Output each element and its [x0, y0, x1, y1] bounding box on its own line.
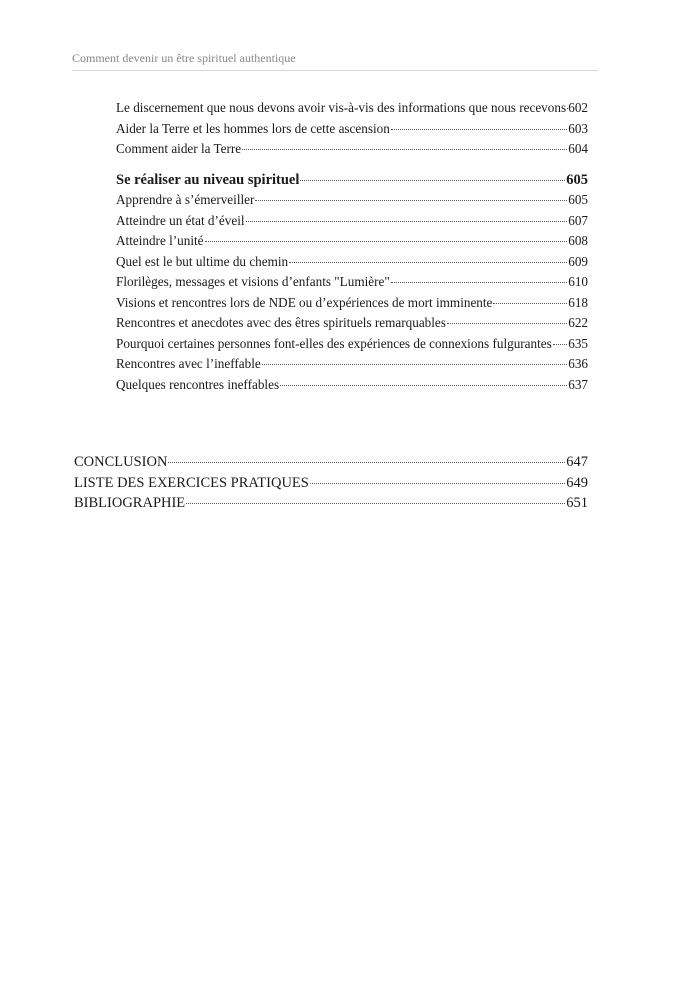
toc-entry-title: Rencontres et anecdotes avec des êtres spirituels remarquables — [116, 315, 446, 330]
toc-entry-page: 618 — [568, 294, 588, 310]
toc-group-1 — [116, 100, 588, 162]
toc-chapter-page: 647 — [566, 454, 588, 470]
toc-entry[interactable] — [116, 315, 588, 336]
toc-entry[interactable] — [116, 233, 588, 254]
toc-chapter-title: LISTE DES EXERCICES PRATIQUES — [74, 474, 309, 491]
toc-chapter[interactable] — [74, 454, 588, 475]
toc-entry-page: 607 — [568, 212, 588, 228]
toc-entry-title: Florilèges, messages et visions d’enfants "Lumière" — [116, 274, 390, 289]
toc-entry[interactable] — [116, 213, 588, 234]
dot-leader — [280, 385, 567, 386]
toc-entry[interactable] — [116, 121, 588, 142]
dot-leader — [493, 303, 567, 304]
toc-entry-title: Comment aider la Terre — [116, 141, 242, 156]
dot-leader — [447, 323, 567, 324]
toc-chapter[interactable] — [74, 475, 588, 496]
toc-entry-title: Apprendre à s’émerveiller — [116, 192, 255, 207]
toc-entry[interactable] — [116, 254, 588, 275]
dot-leader — [262, 364, 567, 365]
toc-entry[interactable] — [116, 295, 588, 316]
toc-entry-title: Atteindre l’unité — [116, 233, 204, 248]
toc-entry-page: 622 — [568, 315, 588, 330]
header-rule — [72, 70, 598, 71]
toc-entry-title: Atteindre un état d’éveil — [116, 212, 245, 228]
toc-section-title: Se réaliser au niveau spirituel — [116, 172, 300, 188]
toc-entry-title: Pourquoi certaines personnes font-elles des expériences de connexions fulgurantes — [116, 335, 552, 351]
dot-leader — [310, 483, 565, 484]
dot-leader — [168, 462, 565, 463]
toc-entry[interactable] — [116, 100, 588, 121]
dot-leader — [391, 129, 567, 130]
toc-entry-page: 609 — [568, 253, 588, 269]
dot-leader — [246, 221, 568, 222]
dot-leader — [205, 241, 568, 242]
toc-entry[interactable] — [116, 336, 588, 357]
toc-chapter-title: CONCLUSION — [74, 454, 168, 470]
toc-entry-title: Quelques rencontres ineffables — [116, 376, 280, 392]
dot-leader — [553, 344, 567, 345]
toc-entry[interactable] — [116, 274, 588, 295]
toc-chapter-title: BIBLIOGRAPHIE — [74, 495, 186, 511]
toc-entry-page: 635 — [568, 335, 588, 351]
toc-chapter-page: 649 — [566, 474, 588, 491]
toc-entry-page: 637 — [568, 376, 588, 392]
toc-entry-title: Le discernement que nous devons avoir vis-à-vis des informations que nous recevons — [116, 100, 567, 115]
toc-group-2 — [116, 192, 588, 397]
toc-entry-page: 604 — [568, 141, 588, 156]
toc-entry-page: 636 — [568, 356, 588, 371]
toc-entry[interactable] — [116, 356, 588, 377]
toc-entry[interactable] — [116, 377, 588, 398]
toc-entry-page: 608 — [568, 233, 588, 248]
toc-entry-title: Rencontres avec l’ineffable — [116, 356, 261, 371]
toc-chapters — [74, 454, 588, 516]
dot-leader — [255, 200, 567, 201]
toc-entry-title: Quel est le but ultime du chemin — [116, 253, 289, 269]
toc-section-entry[interactable] — [116, 172, 588, 193]
toc-entry[interactable] — [116, 192, 588, 213]
dot-leader — [300, 180, 565, 181]
toc-entry-page: 603 — [568, 120, 588, 136]
toc-entry-title: Aider la Terre et les hommes lors de cette ascension — [116, 120, 390, 136]
toc-section — [116, 172, 588, 193]
toc-entry-title: Visions et rencontres lors de NDE ou d’expériences de mort imminente — [116, 294, 493, 310]
toc-chapter-page: 651 — [566, 495, 588, 511]
toc-entry-page: 605 — [568, 192, 588, 207]
dot-leader — [186, 503, 565, 504]
running-header: Comment devenir un être spirituel authentique — [72, 51, 296, 65]
dot-leader — [242, 149, 567, 150]
toc-entry-page: 602 — [568, 100, 588, 115]
toc-entry[interactable] — [116, 141, 588, 162]
dot-leader — [391, 282, 567, 283]
toc-entry-page: 610 — [568, 274, 588, 289]
toc-chapter[interactable] — [74, 495, 588, 516]
toc-section-page: 605 — [566, 172, 588, 188]
dot-leader — [289, 262, 567, 263]
